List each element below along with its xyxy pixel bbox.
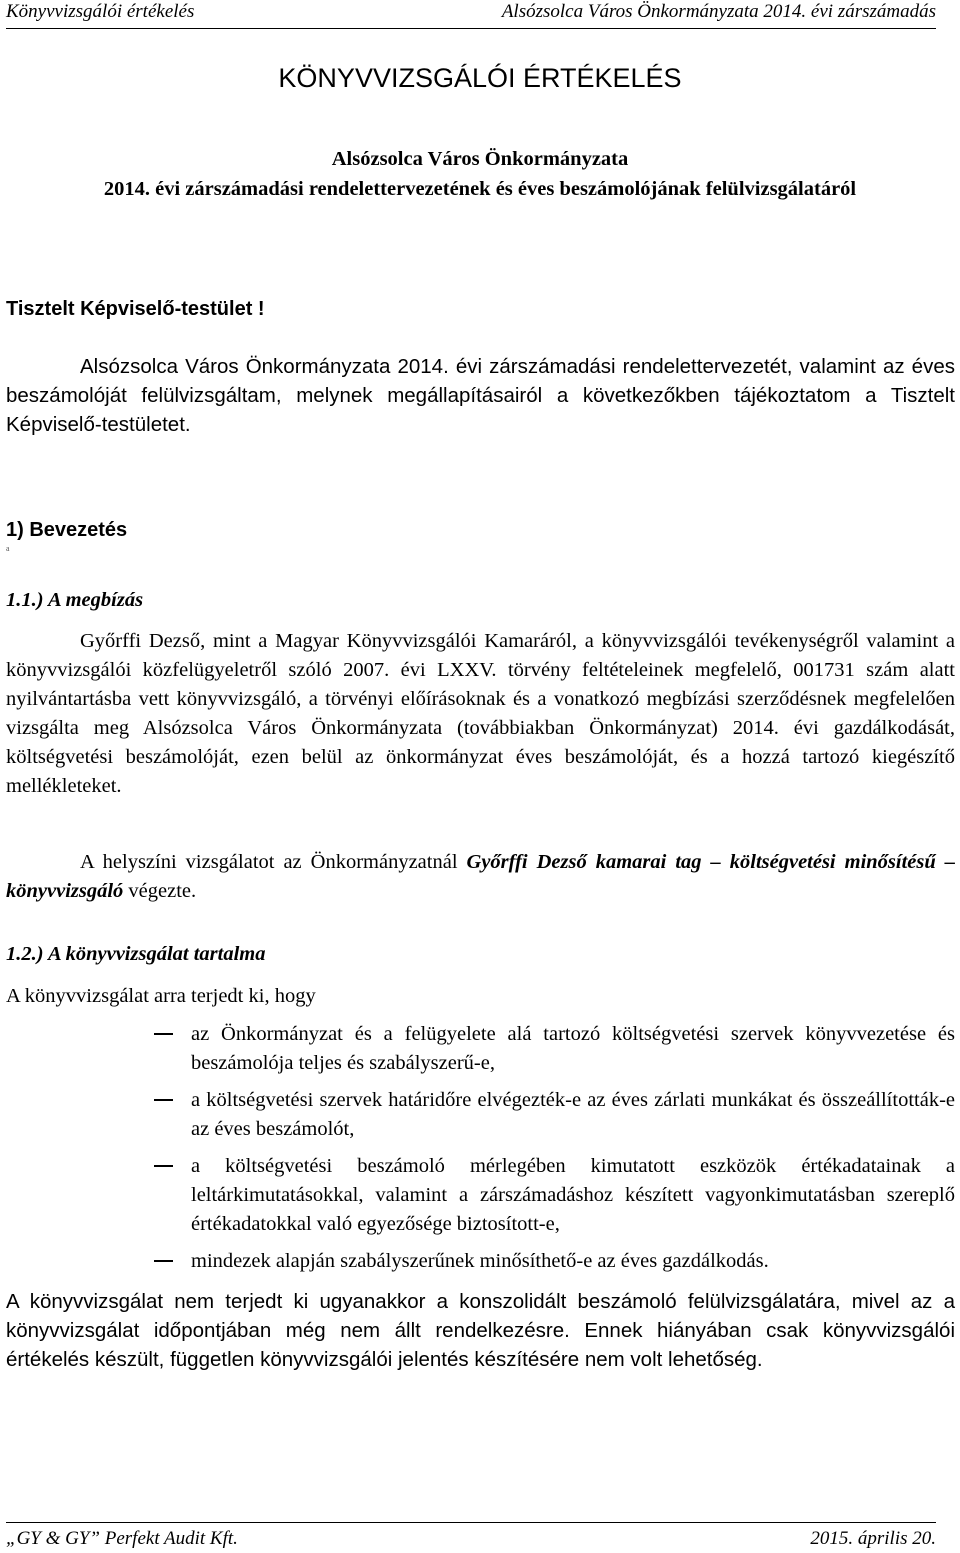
scope-list [6,1020,955,1284]
list-item-text: mindezek alapján szabályszerűnek minősíthető-e az éves gazdálkodás. [191,1250,769,1272]
intro-paragraph [6,352,955,439]
subtitle-line-2: 2014. évi zárszámadási rendelettervezetének és éves beszámolójának felülvizsgálatáról [103,178,857,200]
scope-lead-text: A könyvvizsgálat arra terjedt ki, hogy [6,985,316,1007]
dash-bullet-icon [154,1099,173,1101]
list-item [6,1152,955,1239]
auditor-name-emphasis: Győrffi Dezső kamarai tag – költségvetési minősítésű – könyvvizsgáló [6,851,955,902]
list-item [6,1247,955,1276]
closing-paragraph [6,1287,955,1374]
list-item-text: a költségvetési szervek határidőre elvégezték-e az éves zárlati munkákat és összeállították-e az éves beszámolót, [191,1089,955,1140]
dash-bullet-icon [154,1033,173,1035]
mandate-paragraph [6,627,955,801]
intro-text: Alsózsolca Város Önkormányzata 2014. évi zárszámadási rendelettervezetét, valamint az éves beszámolóját felülvizsgáltam, melynek megállapításairól a következőkben tájékoztatom a Tisztelt Képviselő-testületet. [6,355,955,436]
list-item-text: az Önkormányzat és a felügyelete alá tartozó költségvetési szervek könyvvezetése és beszámolója teljes és szabályszerű-e, [191,1023,955,1074]
header-right: Alsózsolca Város Önkormányzata 2014. évi zárszámadás [501,1,936,22]
list-item [6,1020,955,1078]
running-header [6,0,936,29]
onsite-post: végezte. [128,880,197,902]
onsite-pre: A helyszíni vizsgálatot az Önkormányzatnál [80,851,458,873]
dash-bullet-icon [154,1260,173,1262]
document-title: KÖNYVVIZSGÁLÓI ÉRTÉKELÉS [278,63,682,93]
list-item [6,1086,955,1144]
onsite-text [6,848,955,906]
closing-text: A könyvvizsgálat nem terjedt ki ugyanakkor a konszolidált beszámoló felülvizsgálatára, mivel az a könyvvizsgálat időpontjában még nem állt rendelkezésre. Ennek hiányában csak könyvvizsgálói értékelés készült, független könyvvizsgálói jelentés készítésére nem volt lehetőség. [6,1290,955,1371]
list-item-text: a költségvetési beszámoló mérlegében kimutatott eszközök értékadatainak a leltárkimutatásokkal, valamint a zárszámadáshoz készített vagyonkimutatásban szereplő értékadatokkal való egyezősége biztosított-e, [191,1155,955,1235]
section-1-mark: a [6,544,10,553]
section-1-heading: 1) Bevezetés [6,519,128,541]
mandate-text: Győrffi Dezső, mint a Magyar Könyvvizsgálói Kamaráról, a könyvvizsgálói tevékenységről valamint a könyvvizsgálói közfelügyeletről szóló 2007. évi LXXV. törvény feltételeinek megfelelő, 001731 szám alatt nyilvántartásba vett könyvvizsgáló, a törvényi előírásoknak és a vonatkozó megbízási szerződésnek megfelelően vizsgálta meg Alsózsolca Város Önkormányzata (továbbiakban Önkormányzat) 2014. évi gazdálkodását, költségvetési beszámolóját, ezen belül az önkormányzat éves beszámolóját, és a hozzá tartozó kiegészítő mellékleteket. [6,630,955,797]
footer-right: 2015. április 20. [810,1528,936,1549]
header-left: Könyvvizsgálói értékelés [6,1,195,22]
salutation: Tisztelt Képviselő-testület ! [6,298,265,320]
onsite-paragraph [6,848,955,906]
scope-lead [6,982,955,1011]
subsection-1-2-heading: 1.2.) A könyvvizsgálat tartalma [6,943,266,965]
subtitle-line-1: Alsózsolca Város Önkormányzata [331,148,629,170]
running-footer [6,1522,936,1553]
subsection-1-1-heading: 1.1.) A megbízás [6,589,144,611]
dash-bullet-icon [154,1165,173,1167]
footer-left: „GY & GY” Perfekt Audit Kft. [6,1528,238,1549]
